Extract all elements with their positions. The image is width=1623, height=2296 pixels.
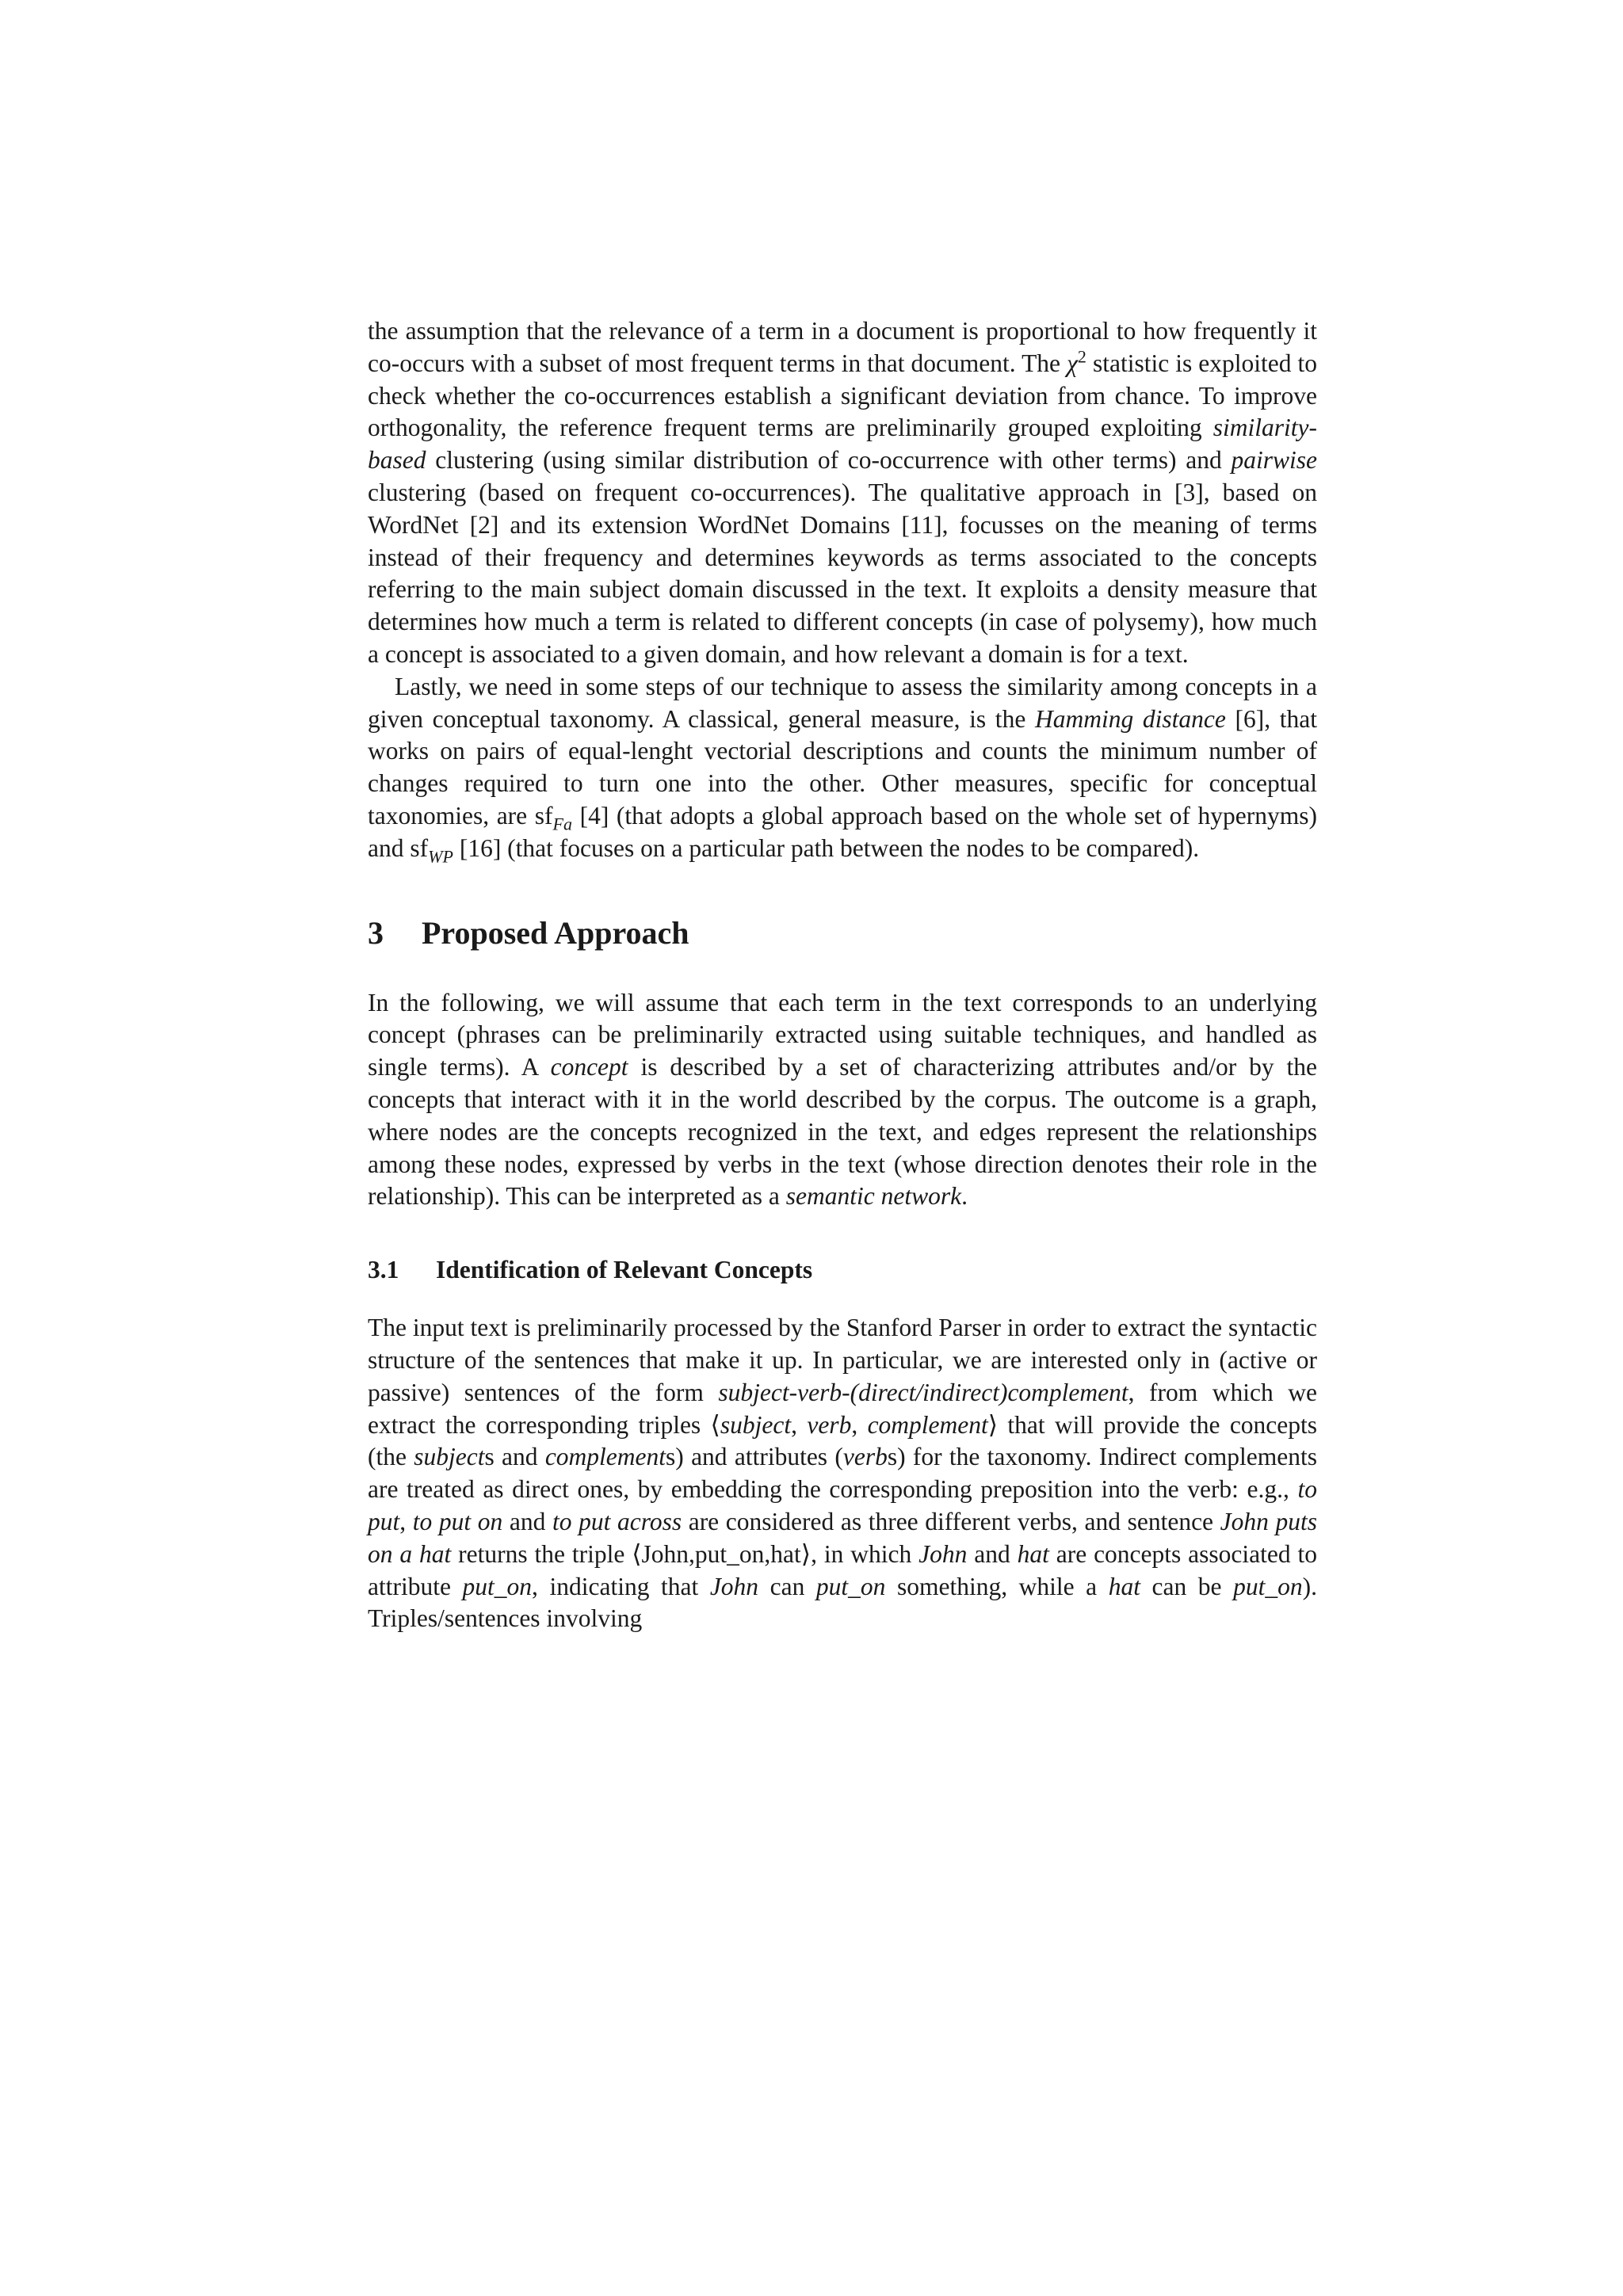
- paper-page: [368, 315, 1317, 1635]
- paragraph-similarity-measures: Lastly, we need in some steps of our technique to assess the similarity among concepts in a given conceptual taxonomy. A classical, general measure, is the Hamming distance [6], that works on pairs of equal-lenght vectorial descriptions and counts the minimum number of changes required to turn one into the other. Other measures, specific for conceptual taxonomies, are $sf_{Fa}$ [4] (that adopts a global approach based on the whole set of hypernyms) and $sf_{WP}$ [16] (that focuses on a particular path between the nodes to be compared).: [368, 672, 1317, 867]
- subsection-heading-relevant-concepts: 3.1 Identification of Relevant Concepts: [368, 1256, 813, 1284]
- chi-symbol: χ: [1067, 349, 1078, 377]
- chi-exponent: 2: [1077, 346, 1086, 367]
- paragraph-keyword-extraction: the assumption that the relevance of a term in a document is proportional to how frequently it co-occurs with a subset of most frequent terms in that document. The $\chi^2$ statistic is exploited to check whether the co-occurrences establish a significant deviation from chance. To improve orthogonality, the reference frequent terms are preliminarily grouped exploiting similarity-based clustering (using similar distribution of co-occurrence with other terms) and pairwise clustering (based on frequent co-occurrences). The qualitative approach in [3], based on WordNet [2] and its extension WordNet Domains [11], focusses on the meaning of terms instead of their frequency and determines keywords as terms associated to the concepts referring to the main subject domain discussed in the text. It exploits a density measure that determines how much a term is related to different concepts (in case of polysemy), how much a concept is associated to a given domain, and how relevant a domain is for a text.: [368, 317, 1317, 668]
- paragraph-stanford-parser: The input text is preliminarily processed by the Stanford Parser in order to extract the syntactic structure of the sentences that make it up. In particular, we are interested only in (active or passive) sentences of the form subject-verb-(direct/indirect)complement, from which we extract the corresponding triples ⟨subject, verb, complement⟩ that will provide the concepts (the subjects and complements) and attributes (verbs) for the taxonomy. Indirect complements are treated as direct ones, by embedding the corresponding preposition into the verb: e.g., to put, to put on and to put across are considered as three different verbs, and sentence John puts on a hat returns the triple ⟨John,put_on,hat⟩, in which John and hat are concepts associated to attribute put_on, indicating that John can put_on something, while a hat can be put_on). Triples/sentences involving: [368, 1314, 1318, 1633]
- paragraph-approach-intro: In the following, we will assume that each term in the text corresponds to an underlying concept (phrases can be preliminarily extracted using suitable techniques, and handled as single terms). A concept is described by a set of characterizing attributes and/or by the concepts that interact with it in the world described by the corpus. The outcome is a graph, where nodes are the concepts recognized in the text, and edges represent the relationships among these nodes, expressed by verbs in the text (whose direction denotes their role in the relationship). This can be interpreted as a semantic network.: [368, 988, 1317, 1211]
- section-heading-proposed-approach: 3 Proposed Approach: [368, 914, 689, 951]
